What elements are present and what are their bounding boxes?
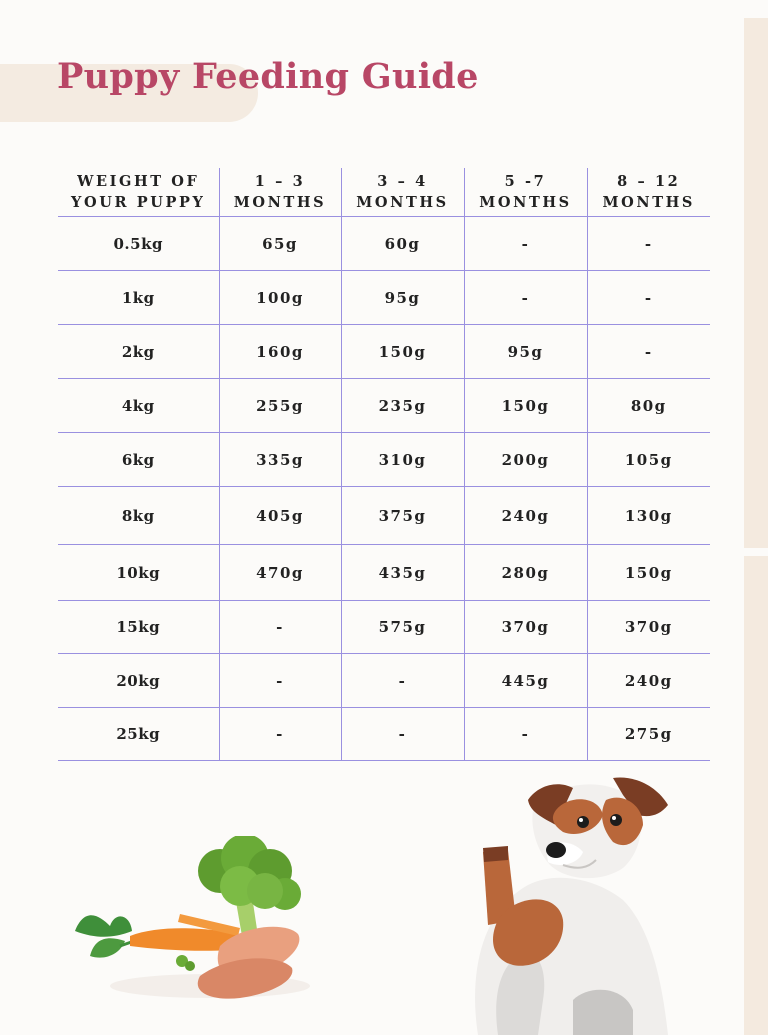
amount-cell: 280g: [464, 545, 587, 601]
weight-cell: 1kg: [121, 288, 155, 307]
header-weight: WEIGHT OF YOUR PUPPY: [71, 173, 206, 211]
weight-cell: 20kg: [116, 671, 161, 690]
amount-cell: 80g: [587, 379, 710, 433]
amount-cell: 150g: [341, 325, 464, 379]
weight-cell: 2kg: [121, 342, 155, 361]
amount-cell: -: [587, 271, 710, 325]
weight-cell: 0.5kg: [113, 234, 163, 253]
amount-cell: 130g: [587, 487, 710, 545]
vegetables-icon: [70, 836, 320, 1006]
amount-cell: -: [219, 654, 341, 708]
amount-cell: 105g: [587, 433, 710, 487]
amount-cell: 95g: [464, 325, 587, 379]
table-row: [58, 545, 710, 601]
amount-cell: 370g: [587, 601, 710, 654]
header-5-7-months: 5 -7 MONTHS: [464, 168, 587, 217]
header-1-3-months: 1 – 3 MONTHS: [219, 168, 341, 217]
amount-cell: 435g: [341, 545, 464, 601]
amount-cell: 470g: [219, 545, 341, 601]
weight-cell: 4kg: [121, 396, 155, 415]
amount-cell: 335g: [219, 433, 341, 487]
table-header-row: [58, 168, 710, 217]
amount-cell: -: [587, 217, 710, 271]
amount-cell: 310g: [341, 433, 464, 487]
table-row: [58, 601, 710, 654]
amount-cell: -: [464, 217, 587, 271]
weight-cell: 6kg: [121, 450, 155, 469]
table-row: [58, 654, 710, 708]
page-title: [57, 50, 479, 103]
amount-cell: -: [219, 601, 341, 654]
amount-cell: 405g: [219, 487, 341, 545]
amount-cell: -: [587, 325, 710, 379]
puppy-icon: [438, 770, 688, 1035]
amount-cell: -: [341, 708, 464, 761]
amount-cell: 275g: [587, 708, 710, 761]
weight-cell: 25kg: [116, 725, 161, 743]
amount-cell: -: [464, 708, 587, 761]
amount-cell: 445g: [464, 654, 587, 708]
amount-cell: 160g: [219, 325, 341, 379]
feeding-table: [58, 168, 710, 761]
amount-cell: 150g: [587, 545, 710, 601]
amount-cell: -: [219, 708, 341, 761]
amount-cell: 95g: [341, 271, 464, 325]
amount-cell: 575g: [341, 601, 464, 654]
amount-cell: 375g: [341, 487, 464, 545]
amount-cell: 240g: [587, 654, 710, 708]
table-row: [58, 271, 710, 325]
amount-cell: 65g: [219, 217, 341, 271]
side-decoration-top: [744, 18, 768, 548]
amount-cell: 370g: [464, 601, 587, 654]
amount-cell: 100g: [219, 271, 341, 325]
table-row: [58, 325, 710, 379]
amount-cell: 235g: [341, 379, 464, 433]
table-row: [58, 379, 710, 433]
amount-cell: -: [464, 271, 587, 325]
table-row: [58, 708, 710, 761]
amount-cell: 60g: [341, 217, 464, 271]
weight-cell: 8kg: [121, 506, 155, 525]
table-row: [58, 217, 710, 271]
title-text: Puppy Feeding Guide: [57, 56, 479, 97]
amount-cell: 150g: [464, 379, 587, 433]
side-decoration-bottom: [744, 556, 768, 1035]
table-row: [58, 433, 710, 487]
amount-cell: 255g: [219, 379, 341, 433]
amount-cell: 240g: [464, 487, 587, 545]
header-3-4-months: 3 – 4 MONTHS: [341, 168, 464, 217]
amount-cell: 200g: [464, 433, 587, 487]
header-8-12-months: 8 – 12 MONTHS: [587, 168, 710, 217]
table-row: [58, 487, 710, 545]
amount-cell: -: [341, 654, 464, 708]
weight-cell: 10kg: [116, 563, 161, 582]
weight-cell: 15kg: [116, 618, 161, 636]
